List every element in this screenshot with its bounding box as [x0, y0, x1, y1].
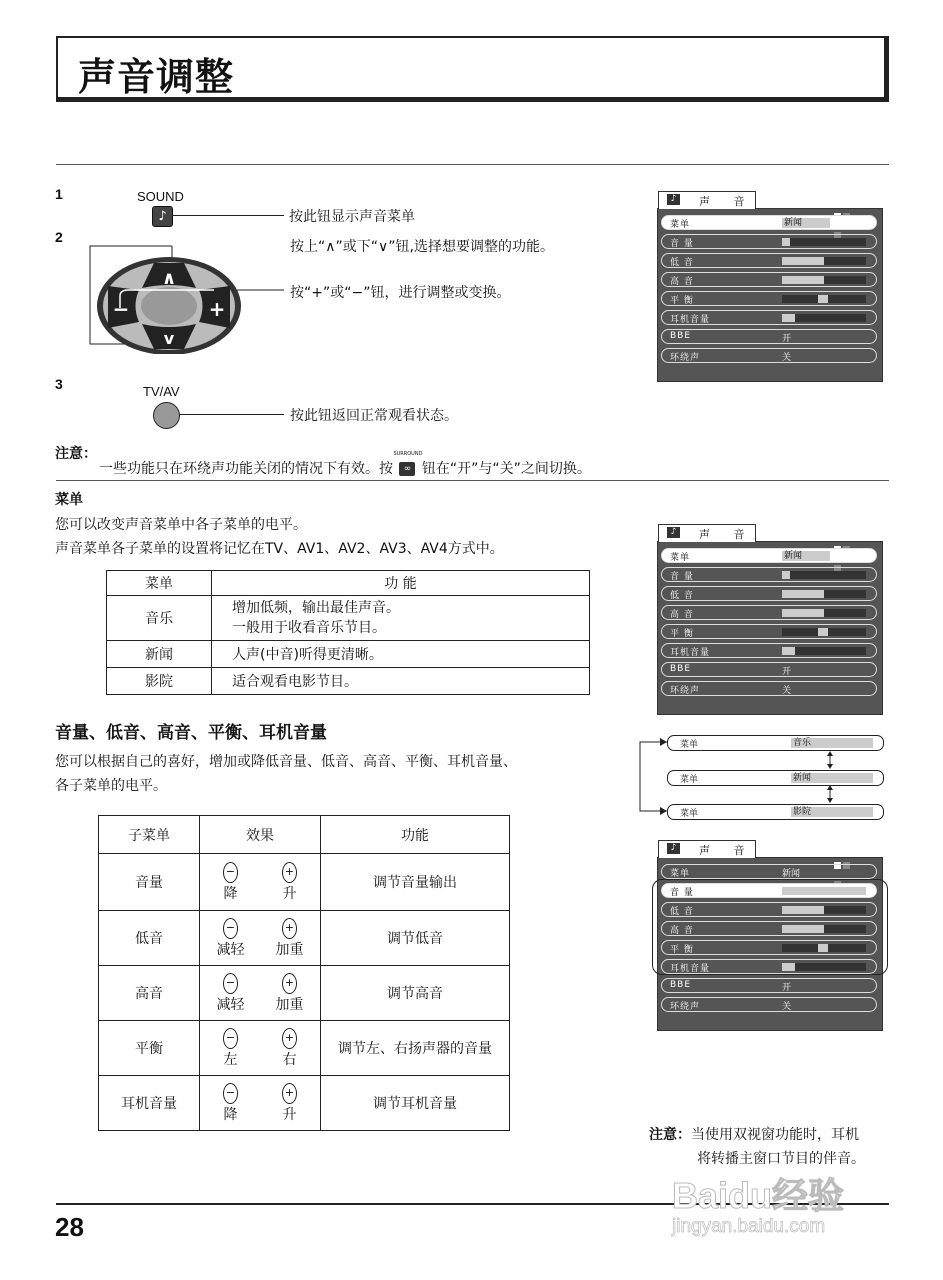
- level-bar: [782, 238, 866, 246]
- table-header: 功 能: [212, 571, 590, 596]
- level-fill: [795, 647, 866, 655]
- divider: [56, 164, 889, 165]
- table-cell: 平衡: [99, 1021, 200, 1076]
- table-row: [99, 854, 510, 911]
- cycle-item: 菜单 影院: [667, 804, 884, 820]
- level-fill: [782, 295, 818, 303]
- tv-menu-row[interactable]: 音 量: [661, 883, 877, 898]
- table-cell: 调节耳机音量: [321, 1076, 510, 1131]
- plus-circle-icon: +: [282, 1028, 297, 1049]
- level-fill: [824, 609, 866, 617]
- tv-menu-row[interactable]: 耳机音量: [661, 643, 877, 658]
- tv-menu-row[interactable]: 高 音: [661, 921, 877, 936]
- tv-menu-row[interactable]: 音 量: [661, 567, 877, 582]
- level-bar: [782, 647, 866, 655]
- table-cell: 高音: [99, 966, 200, 1021]
- tv-menu-row[interactable]: 环绕声 关: [661, 997, 877, 1012]
- level-fill: [790, 238, 866, 246]
- indicator-squares: [834, 854, 860, 861]
- up-arrow-icon: ∧: [161, 268, 177, 289]
- tvav-button-label: TV/AV: [143, 384, 180, 399]
- effect-cell: − + 减轻 加重: [200, 966, 321, 1021]
- indicator-squares: [834, 205, 860, 212]
- level-bar: [782, 295, 866, 303]
- indicator-squares: [834, 538, 860, 545]
- plus-circle-icon: +: [282, 918, 297, 939]
- effect-cell: − + 降 升: [200, 854, 321, 911]
- cycle-arrows: [630, 735, 840, 825]
- table-cell: 人声(中音)听得更清晰。: [212, 641, 590, 668]
- step-number-1: 1: [55, 186, 63, 202]
- music-note-icon: ♪: [667, 194, 680, 205]
- music-note-icon: ♪: [667, 843, 680, 854]
- tv-menu-row[interactable]: 菜单 新闻: [661, 864, 877, 879]
- tv-sound-menu: [657, 527, 883, 715]
- step-number-3: 3: [55, 376, 63, 392]
- page-number: 28: [55, 1212, 84, 1242]
- surround-button[interactable]: SURROUND ∞: [393, 451, 423, 474]
- table-header: 功能: [321, 816, 510, 854]
- table-cell: 新闻: [107, 641, 212, 668]
- table-header-row: [107, 571, 590, 596]
- page-title-box: [56, 36, 889, 102]
- minus-circle-icon: −: [223, 973, 238, 994]
- plusminus-instruction: 按“+”或“−”钮，进行调整或变换。: [290, 285, 511, 301]
- remote-dpad-diagram: [84, 238, 294, 354]
- level-bar: [782, 314, 866, 322]
- tv-menu-tab: ♪ 声 音: [658, 524, 756, 542]
- level-bar: [782, 571, 866, 579]
- music-note-icon: ♪: [158, 209, 167, 224]
- tv-sound-menu: [657, 194, 883, 382]
- tv-menu-row[interactable]: 耳机音量: [661, 959, 877, 974]
- table-cell: 影院: [107, 668, 212, 695]
- music-note-icon: ♪: [667, 527, 680, 538]
- table-cell: 低音: [99, 911, 200, 966]
- table-cell: 调节低音: [321, 911, 510, 966]
- leader-line: [179, 414, 284, 415]
- arrow-right-icon: [660, 807, 667, 815]
- table-header: 效果: [200, 816, 321, 854]
- volume-section-line1: 您可以根据自己的喜好，增加或降低音量、低音、高音、平衡、耳机音量、: [55, 754, 517, 770]
- tv-menu-row[interactable]: 平 衡: [661, 940, 877, 955]
- level-fill: [828, 295, 866, 303]
- table-row: [99, 1076, 510, 1131]
- cycle-item: 菜单 音乐: [667, 735, 884, 751]
- table-row: [107, 668, 590, 695]
- watermark-url: jingyan.baidu.com: [672, 1216, 826, 1237]
- minus-icon: −: [112, 297, 130, 321]
- divider: [56, 480, 889, 481]
- submenu-table: [98, 815, 510, 1131]
- tvav-button[interactable]: [153, 402, 180, 429]
- table-row: [99, 966, 510, 1021]
- plus-circle-icon: +: [282, 862, 297, 883]
- tv-menu-row[interactable]: 低 音: [661, 586, 877, 601]
- sound-button[interactable]: [152, 206, 173, 227]
- plus-circle-icon: +: [282, 1083, 297, 1104]
- tv-menu-row[interactable]: 低 音: [661, 253, 877, 268]
- level-bar: [782, 609, 866, 617]
- tv-menu-tab: ♪ 声 音: [658, 191, 756, 209]
- level-fill: [790, 571, 866, 579]
- effect-cell: − + 降 升: [200, 1076, 321, 1131]
- plus-icon: +: [208, 297, 226, 321]
- level-bar: [782, 276, 866, 284]
- table-cell: 调节音量输出: [321, 854, 510, 911]
- table-header: 子菜单: [99, 816, 200, 854]
- tv-menu-row[interactable]: 平 衡: [661, 291, 877, 306]
- leader-line: [172, 215, 284, 216]
- table-cell: 调节左、右扬声器的音量: [321, 1021, 510, 1076]
- table-cell: 音量: [99, 854, 200, 911]
- tv-menu-row[interactable]: 音 量: [661, 234, 877, 249]
- table-cell: 调节高音: [321, 966, 510, 1021]
- tv-menu-row[interactable]: 高 音: [661, 272, 877, 287]
- level-fill: [824, 257, 866, 265]
- note2-line2: 将转播主窗口节目的伴音。: [697, 1151, 865, 1167]
- volume-section-title: 音量、低音、高音、平衡、耳机音量: [55, 723, 327, 743]
- level-bar: [782, 628, 866, 636]
- highlight-bracket: [652, 879, 888, 975]
- level-fill: [824, 276, 866, 284]
- level-fill: [828, 628, 866, 636]
- minus-circle-icon: −: [223, 1028, 238, 1049]
- table-row: [107, 596, 590, 641]
- tv-menu-row[interactable]: BBE 开: [661, 329, 877, 344]
- menu-section-line1: 您可以改变声音菜单中各子菜单的电平。: [55, 517, 307, 533]
- arrow-right-icon: [660, 738, 667, 746]
- menu-table: [106, 570, 590, 695]
- level-bar: [782, 590, 866, 598]
- minus-circle-icon: −: [223, 918, 238, 939]
- tv-menu-tab: ♪ 声 音: [658, 840, 756, 858]
- level-fill: [795, 314, 866, 322]
- watermark-logo: Baidu经验: [672, 1175, 845, 1216]
- tv-menu-row[interactable]: 平 衡: [661, 624, 877, 639]
- level-fill: [782, 628, 818, 636]
- note-label: 注意：: [55, 446, 97, 462]
- down-arrow-icon: v: [163, 329, 175, 348]
- note-text: 一些功能只在环绕声功能关闭的情况下有效。按 SURROUND ∞ 钮在“开”与“关”之间切换。: [99, 451, 591, 477]
- tv-menu-row[interactable]: BBE 开: [661, 662, 877, 677]
- table-cell: 耳机音量: [99, 1076, 200, 1131]
- tv-menu-row[interactable]: 菜单 新闻: [661, 548, 877, 563]
- minus-circle-icon: −: [223, 1083, 238, 1104]
- tv-menu-row[interactable]: 耳机音量: [661, 310, 877, 325]
- minus-circle-icon: −: [223, 862, 238, 883]
- menu-section-title: 菜单: [55, 492, 83, 508]
- table-row: [107, 641, 590, 668]
- tv-menu-row[interactable]: 高 音: [661, 605, 877, 620]
- table-row: [99, 1021, 510, 1076]
- tv-menu-row[interactable]: 环绕声 关: [661, 348, 877, 363]
- effect-cell: − + 减轻 加重: [200, 911, 321, 966]
- surround-icon: ∞: [399, 462, 415, 476]
- tv-menu-row[interactable]: BBE 开: [661, 978, 877, 993]
- effect-cell: − + 左 右: [200, 1021, 321, 1076]
- tv-menu-row[interactable]: 低 音: [661, 902, 877, 917]
- level-bar: [782, 257, 866, 265]
- table-row: [99, 911, 510, 966]
- table-header-row: [99, 816, 510, 854]
- table-cell: 适合观看电影节目。: [212, 668, 590, 695]
- tvav-instruction: 按此钮返回正常观看状态。: [290, 408, 458, 424]
- updown-instruction: 按上“∧”或下“∨”钮,选择想要调整的功能。: [290, 239, 554, 255]
- page-title: 声音调整: [78, 55, 235, 99]
- level-fill: [824, 590, 866, 598]
- table-cell: 增加低频，输出最佳声音。 一般用于收看音乐节目。: [212, 596, 590, 641]
- sound-button-label: SOUND: [137, 189, 184, 204]
- sound-instruction: 按此钮显示声音菜单: [289, 209, 415, 225]
- cycle-item: 菜单 新闻: [667, 770, 884, 786]
- tv-menu-row[interactable]: 环绕声 关: [661, 681, 877, 696]
- table-header: 菜单: [107, 571, 212, 596]
- menu-section-line2: 声音菜单各子菜单的设置将记忆在TV、AV1、AV2、AV3、AV4方式中。: [55, 541, 504, 557]
- table-cell: 音乐: [107, 596, 212, 641]
- note2: 注意：当使用双视窗功能时，耳机: [649, 1127, 859, 1143]
- volume-section-line2: 各子菜单的电平。: [55, 778, 167, 794]
- step-number-2: 2: [55, 229, 63, 245]
- tv-menu-row[interactable]: 菜单 新闻: [661, 215, 877, 230]
- plus-circle-icon: +: [282, 973, 297, 994]
